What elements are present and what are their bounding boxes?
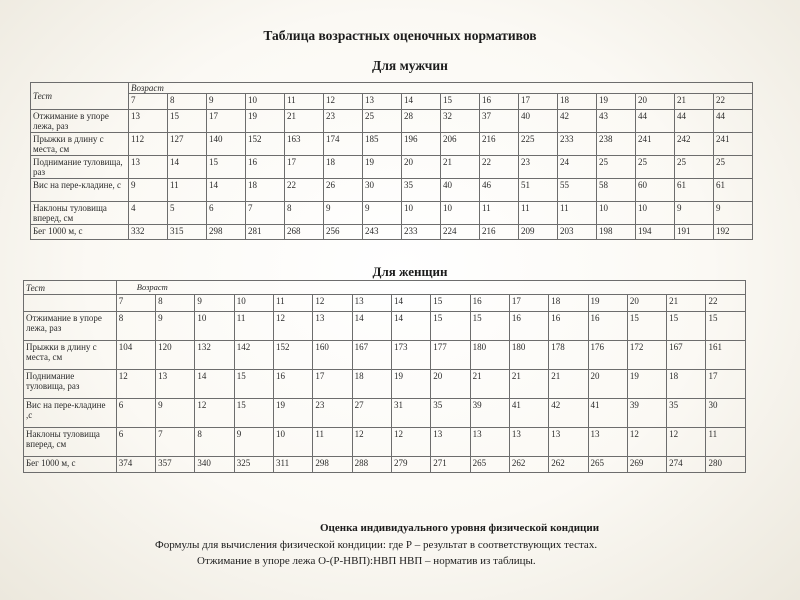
value-cell: 216 bbox=[480, 225, 519, 240]
age-cell: 15 bbox=[441, 94, 480, 110]
value-cell: 23 bbox=[519, 156, 558, 179]
value-cell: 325 bbox=[234, 457, 273, 473]
value-cell: 39 bbox=[470, 399, 509, 428]
table-row bbox=[24, 312, 746, 341]
value-cell: 11 bbox=[234, 312, 273, 341]
test-name-cell: Отжимание в упоре лежа, раз bbox=[24, 312, 117, 341]
table-row bbox=[24, 341, 746, 370]
value-cell: 42 bbox=[558, 110, 597, 133]
test-name-cell: Вис на пере-кладине, с bbox=[31, 179, 129, 202]
value-cell: 15 bbox=[234, 370, 273, 399]
value-cell: 9 bbox=[714, 202, 753, 225]
test-name-cell: Вис на пере-кладине ,с bbox=[24, 399, 117, 428]
value-cell: 35 bbox=[431, 399, 470, 428]
test-name-cell: Бег 1000 м, с bbox=[31, 225, 129, 240]
value-cell: 216 bbox=[480, 133, 519, 156]
age-cell: 10 bbox=[246, 94, 285, 110]
value-cell: 44 bbox=[714, 110, 753, 133]
value-cell: 256 bbox=[324, 225, 363, 240]
age-cell: 16 bbox=[480, 94, 519, 110]
women-heading: Для женщин bbox=[372, 264, 448, 279]
value-cell: 198 bbox=[597, 225, 636, 240]
table-row bbox=[24, 370, 746, 399]
value-cell: 178 bbox=[549, 341, 588, 370]
value-cell: 24 bbox=[558, 156, 597, 179]
value-cell: 17 bbox=[207, 110, 246, 133]
value-cell: 21 bbox=[441, 156, 480, 179]
age-column-header: Возраст bbox=[116, 281, 745, 295]
value-cell: 13 bbox=[313, 312, 352, 341]
value-cell: 8 bbox=[195, 428, 234, 457]
value-cell: 180 bbox=[470, 341, 509, 370]
value-cell: 173 bbox=[391, 341, 430, 370]
value-cell: 9 bbox=[324, 202, 363, 225]
value-cell: 11 bbox=[480, 202, 519, 225]
value-cell: 177 bbox=[431, 341, 470, 370]
age-cell: 18 bbox=[549, 295, 588, 312]
value-cell: 274 bbox=[667, 457, 706, 473]
value-cell: 19 bbox=[391, 370, 430, 399]
age-cell: 9 bbox=[195, 295, 234, 312]
table-row bbox=[24, 457, 746, 473]
value-cell: 9 bbox=[234, 428, 273, 457]
test-name-cell: Поднимание туловища, раз bbox=[24, 370, 117, 399]
value-cell: 5 bbox=[168, 202, 207, 225]
value-cell: 15 bbox=[431, 312, 470, 341]
value-cell: 25 bbox=[636, 156, 675, 179]
value-cell: 20 bbox=[431, 370, 470, 399]
value-cell: 191 bbox=[675, 225, 714, 240]
value-cell: 21 bbox=[470, 370, 509, 399]
table-row bbox=[31, 202, 753, 225]
age-row bbox=[31, 94, 753, 110]
age-cell: 9 bbox=[207, 94, 246, 110]
age-cell: 19 bbox=[588, 295, 627, 312]
value-cell: 15 bbox=[667, 312, 706, 341]
value-cell: 8 bbox=[285, 202, 324, 225]
value-cell: 15 bbox=[234, 399, 273, 428]
value-cell: 18 bbox=[324, 156, 363, 179]
value-cell: 167 bbox=[352, 341, 391, 370]
value-cell: 17 bbox=[285, 156, 324, 179]
value-cell: 104 bbox=[116, 341, 155, 370]
table-row bbox=[24, 428, 746, 457]
value-cell: 60 bbox=[636, 179, 675, 202]
value-cell: 15 bbox=[470, 312, 509, 341]
value-cell: 10 bbox=[402, 202, 441, 225]
value-cell: 298 bbox=[313, 457, 352, 473]
value-cell: 15 bbox=[168, 110, 207, 133]
value-cell: 14 bbox=[168, 156, 207, 179]
value-cell: 17 bbox=[313, 370, 352, 399]
value-cell: 12 bbox=[274, 312, 313, 341]
value-cell: 203 bbox=[558, 225, 597, 240]
value-cell: 31 bbox=[391, 399, 430, 428]
age-cell: 22 bbox=[706, 295, 746, 312]
test-name-cell: Наклоны туловища вперед, см bbox=[31, 202, 129, 225]
age-cell: 7 bbox=[116, 295, 155, 312]
value-cell: 61 bbox=[714, 179, 753, 202]
value-cell: 46 bbox=[480, 179, 519, 202]
value-cell: 7 bbox=[156, 428, 195, 457]
value-cell: 18 bbox=[667, 370, 706, 399]
value-cell: 26 bbox=[324, 179, 363, 202]
test-name-cell: Бег 1000 м, с bbox=[24, 457, 117, 473]
value-cell: 8 bbox=[116, 312, 155, 341]
value-cell: 21 bbox=[509, 370, 548, 399]
value-cell: 23 bbox=[324, 110, 363, 133]
value-cell: 233 bbox=[558, 133, 597, 156]
value-cell: 127 bbox=[168, 133, 207, 156]
men-norms-table bbox=[30, 82, 753, 240]
value-cell: 271 bbox=[431, 457, 470, 473]
table-header-row bbox=[31, 83, 753, 94]
table-row bbox=[31, 156, 753, 179]
value-cell: 242 bbox=[675, 133, 714, 156]
value-cell: 25 bbox=[675, 156, 714, 179]
value-cell: 10 bbox=[195, 312, 234, 341]
empty-cell bbox=[24, 295, 117, 312]
value-cell: 120 bbox=[156, 341, 195, 370]
value-cell: 233 bbox=[402, 225, 441, 240]
value-cell: 44 bbox=[636, 110, 675, 133]
value-cell: 4 bbox=[129, 202, 168, 225]
age-cell: 20 bbox=[636, 94, 675, 110]
value-cell: 241 bbox=[636, 133, 675, 156]
page-title: Таблица возрастных оценочных нормативов bbox=[263, 28, 537, 43]
age-column-header: Возраст bbox=[129, 83, 753, 94]
value-cell: 18 bbox=[352, 370, 391, 399]
men-heading: Для мужчин bbox=[372, 58, 448, 73]
value-cell: 19 bbox=[363, 156, 402, 179]
value-cell: 13 bbox=[156, 370, 195, 399]
value-cell: 172 bbox=[627, 341, 666, 370]
value-cell: 12 bbox=[391, 428, 430, 457]
age-cell: 12 bbox=[313, 295, 352, 312]
age-cell: 14 bbox=[391, 295, 430, 312]
value-cell: 44 bbox=[675, 110, 714, 133]
value-cell: 12 bbox=[195, 399, 234, 428]
table-row bbox=[31, 179, 753, 202]
value-cell: 11 bbox=[519, 202, 558, 225]
age-cell: 11 bbox=[274, 295, 313, 312]
age-cell: 18 bbox=[558, 94, 597, 110]
value-cell: 10 bbox=[274, 428, 313, 457]
value-cell: 20 bbox=[402, 156, 441, 179]
test-name-cell: Прыжки в длину с места, см bbox=[24, 341, 117, 370]
value-cell: 209 bbox=[519, 225, 558, 240]
value-cell: 225 bbox=[519, 133, 558, 156]
value-cell: 10 bbox=[636, 202, 675, 225]
value-cell: 176 bbox=[588, 341, 627, 370]
table-row bbox=[31, 110, 753, 133]
value-cell: 11 bbox=[558, 202, 597, 225]
value-cell: 12 bbox=[116, 370, 155, 399]
value-cell: 142 bbox=[234, 341, 273, 370]
value-cell: 55 bbox=[558, 179, 597, 202]
value-cell: 14 bbox=[207, 179, 246, 202]
value-cell: 32 bbox=[441, 110, 480, 133]
value-cell: 332 bbox=[129, 225, 168, 240]
value-cell: 12 bbox=[627, 428, 666, 457]
value-cell: 112 bbox=[129, 133, 168, 156]
value-cell: 281 bbox=[246, 225, 285, 240]
age-cell: 19 bbox=[597, 94, 636, 110]
value-cell: 340 bbox=[195, 457, 234, 473]
value-cell: 241 bbox=[714, 133, 753, 156]
age-cell: 8 bbox=[168, 94, 207, 110]
value-cell: 51 bbox=[519, 179, 558, 202]
value-cell: 6 bbox=[207, 202, 246, 225]
value-cell: 22 bbox=[285, 179, 324, 202]
age-cell: 16 bbox=[470, 295, 509, 312]
value-cell: 30 bbox=[706, 399, 746, 428]
value-cell: 224 bbox=[441, 225, 480, 240]
value-cell: 16 bbox=[549, 312, 588, 341]
table-row bbox=[31, 133, 753, 156]
age-cell: 21 bbox=[675, 94, 714, 110]
table-row bbox=[24, 399, 746, 428]
value-cell: 19 bbox=[246, 110, 285, 133]
value-cell: 13 bbox=[470, 428, 509, 457]
age-cell: 20 bbox=[627, 295, 666, 312]
value-cell: 58 bbox=[597, 179, 636, 202]
value-cell: 315 bbox=[168, 225, 207, 240]
age-cell: 14 bbox=[402, 94, 441, 110]
value-cell: 174 bbox=[324, 133, 363, 156]
value-cell: 21 bbox=[549, 370, 588, 399]
value-cell: 42 bbox=[549, 399, 588, 428]
value-cell: 132 bbox=[195, 341, 234, 370]
table-header-row bbox=[24, 281, 746, 295]
test-name-cell: Поднимание туловища, раз bbox=[31, 156, 129, 179]
footer-formula-line-2: Отжимание в упоре лежа О-(Р-НВП):НВП НВП – норматив из таблицы. bbox=[197, 555, 536, 567]
age-cell: 17 bbox=[519, 94, 558, 110]
footer-heading: Оценка индивидуального уровня физической кондиции bbox=[320, 522, 600, 534]
value-cell: 21 bbox=[285, 110, 324, 133]
value-cell: 243 bbox=[363, 225, 402, 240]
value-cell: 196 bbox=[402, 133, 441, 156]
value-cell: 15 bbox=[706, 312, 746, 341]
value-cell: 17 bbox=[706, 370, 746, 399]
value-cell: 374 bbox=[116, 457, 155, 473]
women-norms-table bbox=[23, 280, 746, 473]
test-column-header: Тест bbox=[31, 83, 129, 110]
value-cell: 14 bbox=[352, 312, 391, 341]
value-cell: 262 bbox=[549, 457, 588, 473]
value-cell: 12 bbox=[352, 428, 391, 457]
value-cell: 12 bbox=[667, 428, 706, 457]
value-cell: 13 bbox=[509, 428, 548, 457]
age-row bbox=[24, 295, 746, 312]
value-cell: 27 bbox=[352, 399, 391, 428]
value-cell: 40 bbox=[441, 179, 480, 202]
age-cell: 13 bbox=[363, 94, 402, 110]
value-cell: 268 bbox=[285, 225, 324, 240]
value-cell: 9 bbox=[363, 202, 402, 225]
value-cell: 41 bbox=[509, 399, 548, 428]
value-cell: 61 bbox=[675, 179, 714, 202]
value-cell: 7 bbox=[246, 202, 285, 225]
value-cell: 18 bbox=[246, 179, 285, 202]
value-cell: 152 bbox=[246, 133, 285, 156]
value-cell: 10 bbox=[597, 202, 636, 225]
value-cell: 16 bbox=[274, 370, 313, 399]
value-cell: 160 bbox=[313, 341, 352, 370]
value-cell: 13 bbox=[129, 156, 168, 179]
test-name-cell: Отжимание в упоре лежа, раз bbox=[31, 110, 129, 133]
age-cell: 15 bbox=[431, 295, 470, 312]
footer-formula-line: Формулы для вычисления физической кондиции: где Р – результат в соответствующих тестах. bbox=[155, 539, 598, 551]
value-cell: 6 bbox=[116, 399, 155, 428]
value-cell: 269 bbox=[627, 457, 666, 473]
age-cell: 8 bbox=[156, 295, 195, 312]
value-cell: 152 bbox=[274, 341, 313, 370]
value-cell: 19 bbox=[627, 370, 666, 399]
value-cell: 30 bbox=[363, 179, 402, 202]
value-cell: 206 bbox=[441, 133, 480, 156]
value-cell: 265 bbox=[588, 457, 627, 473]
value-cell: 262 bbox=[509, 457, 548, 473]
value-cell: 25 bbox=[597, 156, 636, 179]
value-cell: 10 bbox=[441, 202, 480, 225]
value-cell: 9 bbox=[156, 399, 195, 428]
value-cell: 16 bbox=[509, 312, 548, 341]
test-name-cell: Наклоны туловища вперед, см bbox=[24, 428, 117, 457]
value-cell: 37 bbox=[480, 110, 519, 133]
value-cell: 23 bbox=[313, 399, 352, 428]
value-cell: 161 bbox=[706, 341, 746, 370]
value-cell: 39 bbox=[627, 399, 666, 428]
value-cell: 35 bbox=[667, 399, 706, 428]
age-cell: 7 bbox=[129, 94, 168, 110]
value-cell: 6 bbox=[116, 428, 155, 457]
age-cell: 17 bbox=[509, 295, 548, 312]
value-cell: 357 bbox=[156, 457, 195, 473]
age-cell: 12 bbox=[324, 94, 363, 110]
age-cell: 13 bbox=[352, 295, 391, 312]
value-cell: 11 bbox=[706, 428, 746, 457]
age-cell: 11 bbox=[285, 94, 324, 110]
value-cell: 288 bbox=[352, 457, 391, 473]
age-cell: 10 bbox=[234, 295, 273, 312]
age-cell: 22 bbox=[714, 94, 753, 110]
value-cell: 280 bbox=[706, 457, 746, 473]
value-cell: 9 bbox=[156, 312, 195, 341]
value-cell: 16 bbox=[246, 156, 285, 179]
value-cell: 311 bbox=[274, 457, 313, 473]
value-cell: 9 bbox=[129, 179, 168, 202]
value-cell: 185 bbox=[363, 133, 402, 156]
value-cell: 25 bbox=[363, 110, 402, 133]
value-cell: 238 bbox=[597, 133, 636, 156]
value-cell: 11 bbox=[313, 428, 352, 457]
value-cell: 140 bbox=[207, 133, 246, 156]
value-cell: 41 bbox=[588, 399, 627, 428]
value-cell: 20 bbox=[588, 370, 627, 399]
value-cell: 25 bbox=[714, 156, 753, 179]
value-cell: 167 bbox=[667, 341, 706, 370]
value-cell: 40 bbox=[519, 110, 558, 133]
value-cell: 163 bbox=[285, 133, 324, 156]
value-cell: 19 bbox=[274, 399, 313, 428]
age-cell: 21 bbox=[667, 295, 706, 312]
value-cell: 13 bbox=[129, 110, 168, 133]
value-cell: 192 bbox=[714, 225, 753, 240]
table-row bbox=[31, 225, 753, 240]
value-cell: 180 bbox=[509, 341, 548, 370]
value-cell: 28 bbox=[402, 110, 441, 133]
value-cell: 43 bbox=[597, 110, 636, 133]
value-cell: 14 bbox=[195, 370, 234, 399]
value-cell: 13 bbox=[549, 428, 588, 457]
value-cell: 13 bbox=[588, 428, 627, 457]
value-cell: 298 bbox=[207, 225, 246, 240]
value-cell: 265 bbox=[470, 457, 509, 473]
value-cell: 15 bbox=[207, 156, 246, 179]
value-cell: 9 bbox=[675, 202, 714, 225]
value-cell: 15 bbox=[627, 312, 666, 341]
value-cell: 11 bbox=[168, 179, 207, 202]
test-column-header: Тест bbox=[24, 281, 117, 295]
value-cell: 35 bbox=[402, 179, 441, 202]
value-cell: 279 bbox=[391, 457, 430, 473]
value-cell: 14 bbox=[391, 312, 430, 341]
value-cell: 13 bbox=[431, 428, 470, 457]
value-cell: 22 bbox=[480, 156, 519, 179]
test-name-cell: Прыжки в длину с места, см bbox=[31, 133, 129, 156]
value-cell: 194 bbox=[636, 225, 675, 240]
value-cell: 16 bbox=[588, 312, 627, 341]
